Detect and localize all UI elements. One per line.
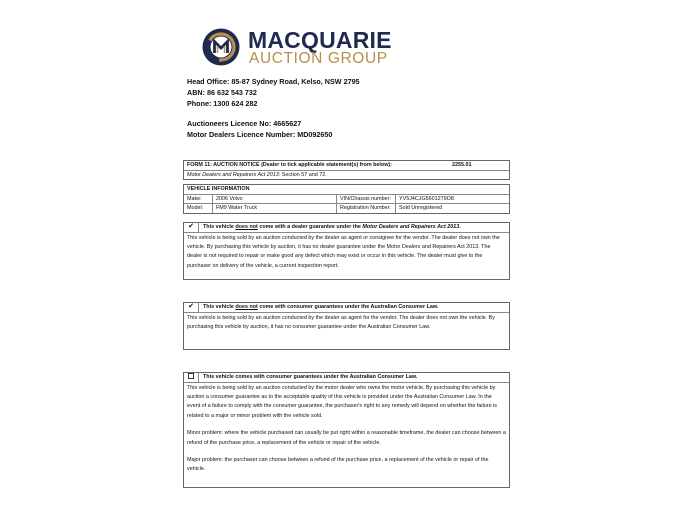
- minor-problem-paragraph: Minor problem: where the vehicle purchased can usually be put right within a reasonable timeframe, the dealer can choose between a refund of the purchase price, a replacement of the vehicle or repair of the vehicle.: [187, 430, 506, 446]
- vehicle-info-table: [183, 184, 510, 214]
- statement-1-heading: [199, 223, 465, 232]
- statement-1-body: This vehicle is being sold by an auction conducted by the dealer as agent or consignee for the vendor. The dealer does not own the vehicle. By purchasing this vehicle by auction, it has no dealer guarantee under the Motor Dealers and Repairers Act 2013. The dealer is not required to repair or make good any defect which may exist or occur in this vehicle. The dealer must give to the purchaser on delivery of the vehicle, a current inspection report.: [187, 234, 500, 269]
- statement-2-checkbox[interactable]: [184, 303, 199, 312]
- form-header-table: [183, 160, 510, 180]
- empty-checkbox-icon: [188, 373, 194, 379]
- model-label: Model:: [184, 204, 213, 213]
- registration-value: Sold Unregistered: [399, 205, 443, 212]
- make-label: Make:: [184, 195, 213, 204]
- heading-text: This vehicle: [203, 304, 236, 310]
- statement-3-checkbox[interactable]: [184, 373, 199, 382]
- heading-italic: Motor Dealers and Repairers Act 2013: [362, 224, 460, 230]
- phone: Phone: 1300 624 282: [187, 99, 258, 108]
- statement-3-paragraph: This vehicle is being sold by an auction conducted by the motor dealer who owns the motor vehicle. By purchasing this vehicle by auction a consumer guarantee as to the acceptable quality of this vehicle is provided under the Australian Consumer Law. In the event of a failure to comply with the consumer guarantee, the purchaser's right to any remedy will depend on whether the failure is related to a major or minor problem with the vehicle sold.: [187, 384, 497, 419]
- heading-text: This vehicle: [203, 224, 236, 230]
- act-reference: [184, 171, 330, 180]
- act-name: Motor Dealers and Repairers Act 2013: [187, 171, 279, 178]
- form-code: 2255.01: [452, 162, 472, 168]
- company-logo: [201, 27, 401, 71]
- vin-value: YV5J4CJG5601279O8: [399, 195, 454, 202]
- checkmark-icon: ✔: [188, 303, 194, 310]
- abn: ABN: 86 632 543 732: [187, 88, 257, 97]
- logo-m-emblem-icon: [201, 27, 241, 67]
- heading-underlined: does not: [235, 304, 258, 310]
- statement-2-body: This vehicle is being sold by an auction conducted by the dealer as agent for the vendor. The dealer does not own the vehicle. By purchasing this vehicle by auction, it has no consumer guarantee under the Australian Consumer Law.: [187, 314, 495, 330]
- act-section: : Section 57 and 72.: [278, 171, 327, 178]
- heading-underlined: does not: [235, 224, 258, 230]
- brand-name: MACQUARIE: [248, 27, 392, 53]
- form-title: FORM 11: AUCTION NOTICE (Dealer to tick applicable statement(s) from below):: [187, 162, 392, 168]
- brand-subtitle: AUCTION GROUP: [249, 50, 388, 67]
- statement-dealer-guarantee: [183, 222, 510, 280]
- auctioneer-licence: Auctioneers Licence No: 4665627: [187, 119, 302, 128]
- registration-label: Registration Number:: [337, 204, 396, 213]
- heading-text: come with a dealer guarantee under the: [257, 224, 363, 230]
- statement-3-heading: This vehicle comes with consumer guarantees under the Australian Consumer Law.: [203, 374, 418, 380]
- statement-no-consumer-guarantee: [183, 302, 510, 350]
- statement-with-consumer-guarantee: [183, 372, 510, 488]
- make-value: 2006 Volvo: [213, 195, 337, 204]
- dealer-licence: Motor Dealers Licence Number: MD092650: [187, 130, 333, 139]
- vehicle-info-heading: VEHICLE INFORMATION: [187, 186, 250, 192]
- heading-text: come with consumer guarantees under the Australian Consumer Law.: [257, 304, 439, 310]
- statement-1-checkbox[interactable]: [184, 223, 199, 232]
- vin-label: VIN/Chassis number:: [337, 195, 396, 204]
- statement-2-heading: [199, 303, 442, 312]
- major-problem-paragraph: Major problem: the purchaser can choose between a refund of the purchase price, a replacement of the vehicle or repair of the vehicle.: [187, 457, 489, 473]
- statement-3-body: [184, 383, 509, 476]
- model-value: FM9 Water Truck: [213, 204, 337, 213]
- heading-text: .: [459, 224, 461, 230]
- checkmark-icon: ✔: [188, 223, 194, 230]
- head-office: Head Office: 85-87 Sydney Road, Kelso, NSW 2795: [187, 77, 360, 86]
